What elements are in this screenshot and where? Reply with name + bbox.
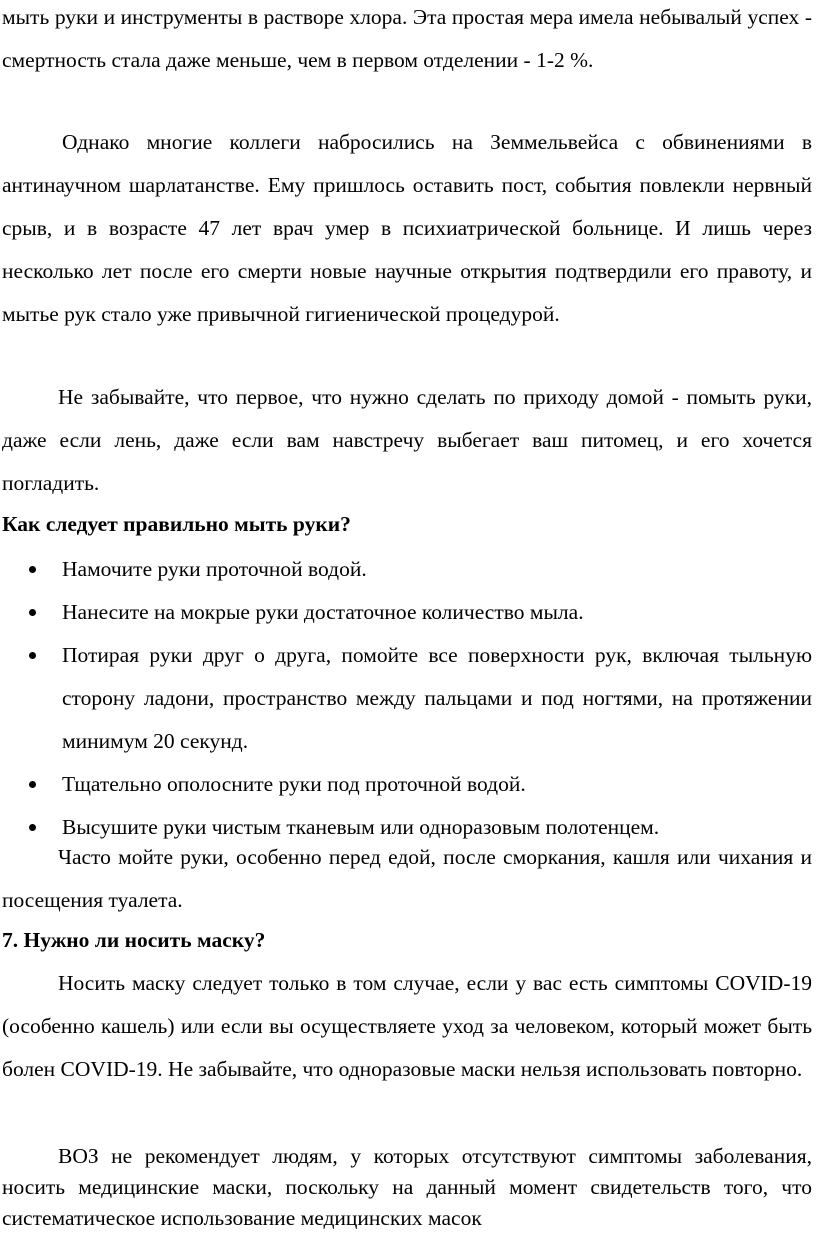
paragraph-who-recommendation: ВОЗ не рекомендует людям, у которых отсутствуют симптомы заболевания, носить медицинские маски, поскольку на данный момент свидетельств того, что систематическое использование медицинских масок [2, 1144, 812, 1230]
bullet-icon [29, 609, 36, 616]
bullet-icon [29, 824, 36, 831]
heading-mask-question: 7. Нужно ли носить маску? [2, 928, 266, 952]
list-item-text: Тщательно ополосните руки под проточной водой. [62, 772, 526, 796]
list-item [0, 548, 812, 591]
paragraph-when-to-wear-mask: Носить маску следует только в том случае, если у вас есть симптомы COVID-19 (особенно кашель) или если вы осуществляете уход за человеком, который может быть болен COVID-19. Не забывайте, что одноразовые маски нельзя использовать повторно. [2, 971, 812, 1081]
bullet-icon [29, 652, 36, 659]
list-item-text: Намочите руки проточной водой. [62, 557, 367, 581]
list-item-text: Нанесите на мокрые руки достаточное количество мыла. [62, 600, 584, 624]
paragraph-semmelweis-fate: Однако многие коллеги набросились на Земмельвейса с обвинениями в антинаучном шарлатанстве. Ему пришлось оставить пост, события повлекли нервный срыв, и в возрасте 47 лет врач умер в психиатрической больнице. И лишь через несколько лет после его смерти новые научные открытия подтвердили его правоту, и мытье рук стало уже привычной гигиенической процедурой. [2, 130, 812, 326]
paragraph-chlorine-success: мыть руки и инструменты в растворе хлора. Эта простая мера имела небывалый успех - смертность стала даже меньше, чем в первом отделении - 1-2 %. [2, 5, 812, 72]
list-item-text: Потирая руки друг о друга, помойте все поверхности рук, включая тыльную сторону ладони, пространство между пальцами и под ногтями, на протяжении минимум 20 секунд. [62, 643, 812, 753]
heading-how-to-wash: Как следует правильно мыть руки? [2, 512, 351, 536]
list-item-text: Высушите руки чистым тканевым или одноразовым полотенцем. [62, 815, 660, 839]
paragraph-wash-often: Часто мойте руки, особенно перед едой, после сморкания, кашля или чихания и посещения туалета. [2, 845, 812, 912]
paragraph-wash-at-home: Не забывайте, что первое, что нужно сделать по приходу домой - помыть руки, даже если лень, даже если вам навстречу выбегает ваш питомец, и его хочется погладить. [2, 385, 812, 495]
bullet-icon [29, 566, 36, 573]
list-item [0, 634, 812, 763]
list-item [0, 591, 812, 634]
list-item [0, 763, 812, 806]
handwashing-steps-list [0, 548, 812, 849]
bullet-icon [29, 781, 36, 788]
